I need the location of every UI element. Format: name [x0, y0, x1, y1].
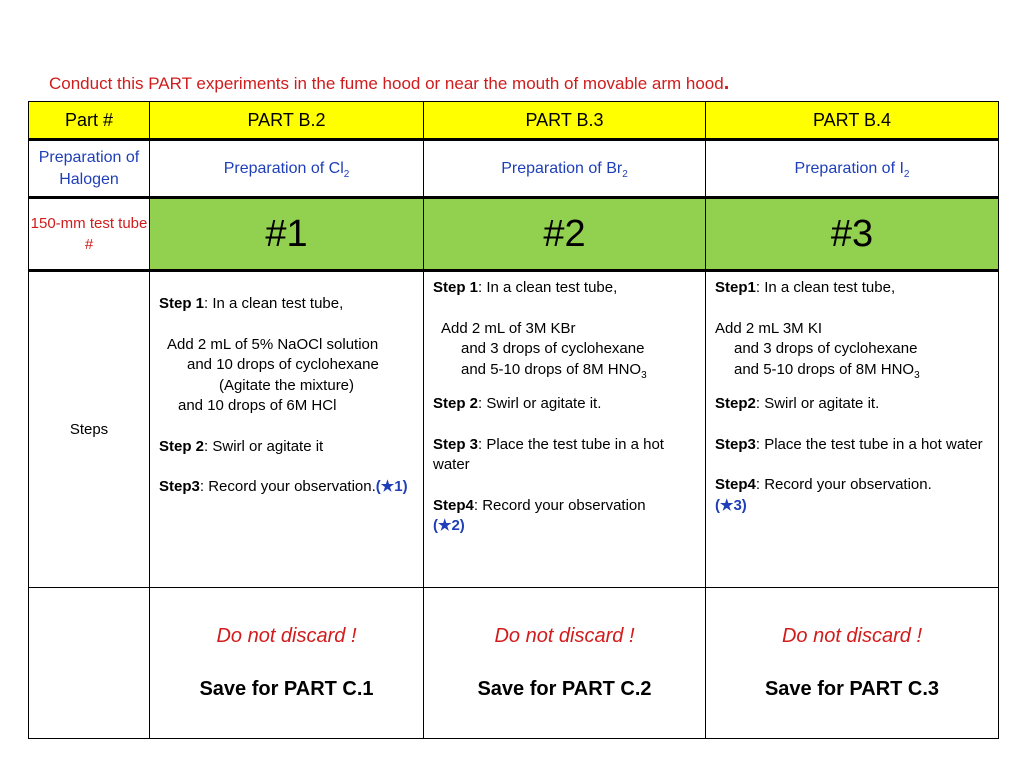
b3-line-a: Add 2 mL of 3M KBr: [441, 319, 576, 337]
b2-step3-key: Step3: [159, 478, 200, 495]
steps-row: [29, 271, 999, 588]
steps-part-b2: [150, 271, 424, 588]
b2-line-b: and 10 drops of cyclohexane: [187, 356, 379, 373]
b4-step2: [715, 394, 989, 415]
halogen-br2: [424, 140, 706, 198]
b2-step1-key: Step 1: [159, 295, 205, 312]
b4-step4-key: Step4: [715, 476, 756, 493]
steps-row-label: Steps: [29, 271, 150, 588]
halogen-i2-text: Preparation of I: [794, 159, 904, 177]
test-tube-row-label: 150-mm test tube #: [29, 198, 150, 271]
b2-step3-text: : Record your observation.: [199, 478, 376, 495]
header-part-b4: PART B.4: [706, 102, 999, 140]
b4-step3: [715, 435, 989, 456]
b3-step3: [433, 435, 696, 476]
save-for-c1: Save for PART C.1: [199, 678, 374, 700]
save-row-label: [29, 588, 150, 739]
save-for-c3: Save for PART C.3: [764, 678, 940, 700]
do-not-discard-b3: Do not discard !: [494, 625, 635, 647]
halogen-i2: [706, 140, 999, 198]
heading-text: Conduct this PART experiments in the fume hood or near the mouth of movable arm hood: [49, 74, 724, 93]
b4-step2-key: Step2: [715, 395, 756, 412]
b4-line-c-sub: 3: [914, 369, 920, 381]
b2-step2-key: Step 2: [159, 437, 205, 455]
b2-line-a: Add 2 mL of 5% NaOCl solution: [167, 335, 379, 353]
b3-step3-key: Step 3: [433, 435, 479, 453]
header-part-b3: PART B.3: [424, 102, 706, 140]
b4-step4: [715, 475, 989, 496]
test-tube-row: [29, 198, 999, 271]
b3-step1-text: : In a clean test tube,: [478, 279, 618, 296]
heading-end-mark: .: [723, 72, 730, 94]
do-not-discard-b2: Do not discard !: [216, 625, 357, 647]
b4-step2-text: : Swirl or agitate it.: [755, 395, 880, 412]
b4-line-a: Add 2 mL 3M KI: [715, 319, 822, 337]
b2-line-d: and 10 drops of 6M HCl: [178, 397, 337, 414]
b3-step4: [433, 496, 696, 517]
steps-part-b4: [706, 271, 999, 588]
b4-line-c: [715, 360, 989, 381]
b2-step3: [159, 477, 414, 498]
b4-step1: [715, 278, 989, 299]
b3-observation-ref: (★2): [433, 517, 465, 534]
halogen-cl2: [150, 140, 424, 198]
b3-step4-key: Step4: [433, 496, 474, 514]
header-part-number: Part #: [29, 102, 150, 140]
page-heading: [49, 72, 1009, 95]
b2-step2-text: : Swirl or agitate it: [204, 437, 324, 455]
b4-line-c-text: and 5-10 drops of 8M HNO: [734, 360, 915, 378]
header-row: [29, 102, 999, 140]
test-tube-2: #2: [424, 198, 706, 271]
b4-step1-key: Step1: [715, 279, 756, 296]
b3-step2-key: Step 2: [433, 395, 479, 412]
b3-line-c: [433, 360, 696, 381]
test-tube-3: #3: [706, 198, 999, 271]
b4-step4-text: : Record your observation.: [755, 476, 932, 493]
b3-step1-key: Step 1: [433, 279, 479, 296]
b2-line-c: (Agitate the mixture): [218, 376, 355, 394]
save-cell-b4: [706, 588, 999, 739]
b4-observation-ref: (★3): [715, 496, 747, 514]
experiment-table: [28, 101, 999, 739]
save-cell-b3: [424, 588, 706, 739]
b4-step1-text: : In a clean test tube,: [755, 279, 896, 296]
b3-step4-text: : Record your observation: [473, 496, 646, 514]
halogen-cl2-text: Preparation of Cl: [223, 159, 344, 177]
save-row: [29, 588, 999, 739]
halogen-br2-sub: 2: [622, 168, 628, 180]
b3-line-c-sub: 3: [641, 369, 647, 381]
b3-step1: [433, 278, 696, 299]
halogen-row-label: Preparation of Halogen: [29, 140, 150, 198]
b3-line-c-text: and 5-10 drops of 8M HNO: [461, 360, 642, 378]
save-cell-b2: [150, 588, 424, 739]
b4-step3-key: Step3: [715, 435, 756, 453]
b3-step2-text: : Swirl or agitate it.: [478, 395, 602, 412]
do-not-discard-b4: Do not discard !: [781, 625, 923, 647]
b3-step3-text: : Place the test tube in a hot water: [433, 435, 664, 473]
halogen-br2-text: Preparation of Br: [501, 159, 623, 177]
steps-part-b3: [424, 271, 706, 588]
b2-step1: [159, 294, 414, 315]
halogen-i2-sub: 2: [903, 168, 910, 180]
header-part-b2: PART B.2: [150, 102, 424, 140]
b2-step1-text: : In a clean test tube,: [204, 295, 344, 312]
b2-step2: [159, 437, 414, 458]
b4-step3-text: : Place the test tube in a hot water: [755, 435, 983, 453]
b3-line-b: and 3 drops of cyclohexane: [461, 340, 645, 357]
b3-step2: [433, 394, 696, 415]
b2-observation-ref: (★1): [375, 478, 408, 495]
test-tube-1: #1: [150, 198, 424, 271]
save-for-c2: Save for PART C.2: [477, 678, 652, 700]
b4-line-b: and 3 drops of cyclohexane: [734, 340, 918, 357]
halogen-cl2-sub: 2: [343, 168, 350, 180]
halogen-row: [29, 140, 999, 198]
